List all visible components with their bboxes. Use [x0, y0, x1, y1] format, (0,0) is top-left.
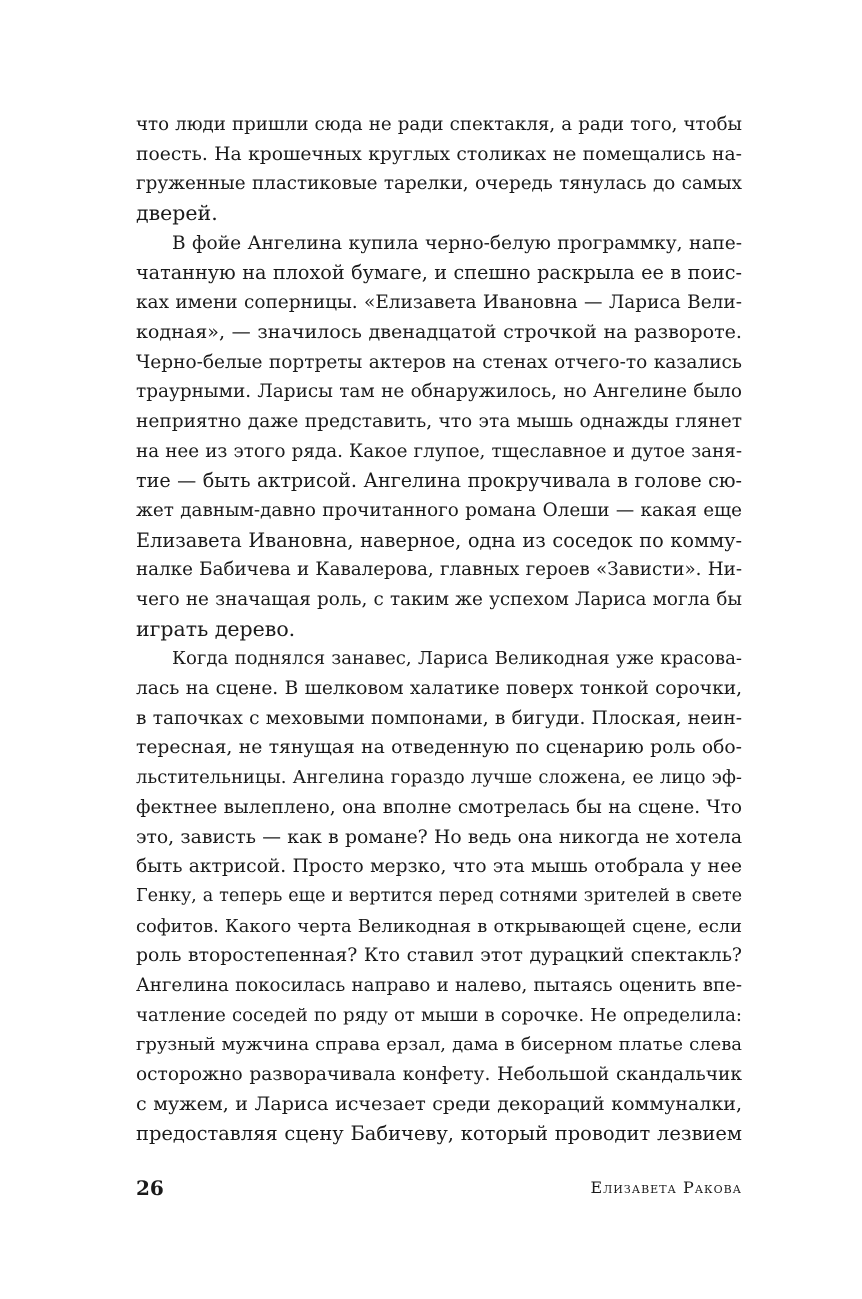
text-line: чатление соседей по ряду от мыши в сорочке. Не определила: — [136, 1004, 742, 1026]
text-line: Елизавета Ивановна, наверное, одна из соседок по комму- — [136, 528, 742, 552]
text-line: Ангелина покосилась направо и налево, пытаясь оценить впе- — [136, 974, 742, 996]
text-line: что люди пришли сюда не ради спектакля, а ради того, чтобы — [136, 114, 742, 135]
text-line: осторожно разворачивала конфету. Небольшой скандальчик — [136, 1064, 742, 1085]
body-text — [136, 110, 742, 1149]
text-line: грузный мужчина справа ерзал, дама в бисерном платье слева — [136, 1034, 742, 1056]
page-footer — [136, 1173, 742, 1203]
text-line: в тапочках с меховыми помпонами, в бигуди. Плоская, неин- — [136, 707, 742, 729]
text-line: с мужем, и Лариса исчезает среди декораций коммуналки, — [136, 1092, 742, 1115]
text-line: поесть. На крошечных круглых столиках не помещались на- — [136, 143, 742, 165]
text-line: предоставляя сцену Бабичеву, который проводит лезвием — [136, 1122, 742, 1146]
text-line: фектнее вылеплено, она вполне смотрелась бы на сцене. Что — [136, 796, 742, 818]
running-head-author: Елизавета Ракова — [590, 1178, 742, 1197]
text-line: чего не значащая роль, с таким же успехом Лариса могла бы — [136, 589, 742, 610]
text-line: софитов. Какого черта Великодная в открывающей сцене, если — [136, 915, 742, 937]
text-line: на нее из этого ряда. Какое глупое, тщеславное и дутое заня- — [136, 440, 742, 462]
text-line: В фойе Ангелина купила черно-белую программку, напе- — [172, 232, 742, 254]
text-line: неприятно даже представить, что эта мышь однажды глянет — [136, 410, 742, 432]
text-line: тересная, не тянущая на отведенную по сценарию роль обо- — [136, 737, 742, 759]
text-line: ках имени соперницы. «Елизавета Ивановна — Лариса Вели- — [136, 292, 742, 314]
page-number: 26 — [136, 1176, 164, 1200]
text-line: роль второстепенная? Кто ставил этот дурацкий спектакль? — [136, 945, 742, 967]
text-line: лась на сцене. В шелковом халатике поверх тонкой сорочки, — [136, 678, 742, 700]
text-line: налке Бабичева и Кавалерова, главных героев «Зависти». Ни- — [136, 559, 742, 581]
text-line: льстительницы. Ангелина гораздо лучше сложена, ее лицо эф- — [136, 767, 742, 789]
text-line: дверей. — [136, 201, 218, 226]
text-line: это, зависть — как в романе? Но ведь она никогда не хотела — [136, 826, 742, 848]
text-line: траурными. Ларисы там не обнаружилось, но Ангелине было — [136, 381, 742, 403]
text-line: Черно-белые портреты актеров на стенах отчего-то казались — [136, 351, 742, 373]
text-line: быть актрисой. Просто мерзко, что эта мышь отобрала у нее — [136, 856, 742, 878]
text-line: кодная», — значилось двенадцатой строчкой на развороте. — [136, 320, 742, 343]
text-line: чатанную на плохой бумаге, и спешно раскрыла ее в поис- — [136, 261, 742, 285]
text-line: груженные пластиковые тарелки, очередь тянулась до самых — [136, 173, 742, 195]
text-line: играть дерево. — [136, 616, 296, 641]
text-line: Когда поднялся занавес, Лариса Великодная уже красова- — [172, 648, 742, 670]
text-line: жет давным-давно прочитанного романа Олеши — какая еще — [136, 499, 742, 521]
text-line: тие — быть актрисой. Ангелина прокручивала в голове сю- — [136, 469, 742, 493]
text-line: Генку, а теперь еще и вертится перед сотнями зрителей в свете — [136, 885, 742, 906]
